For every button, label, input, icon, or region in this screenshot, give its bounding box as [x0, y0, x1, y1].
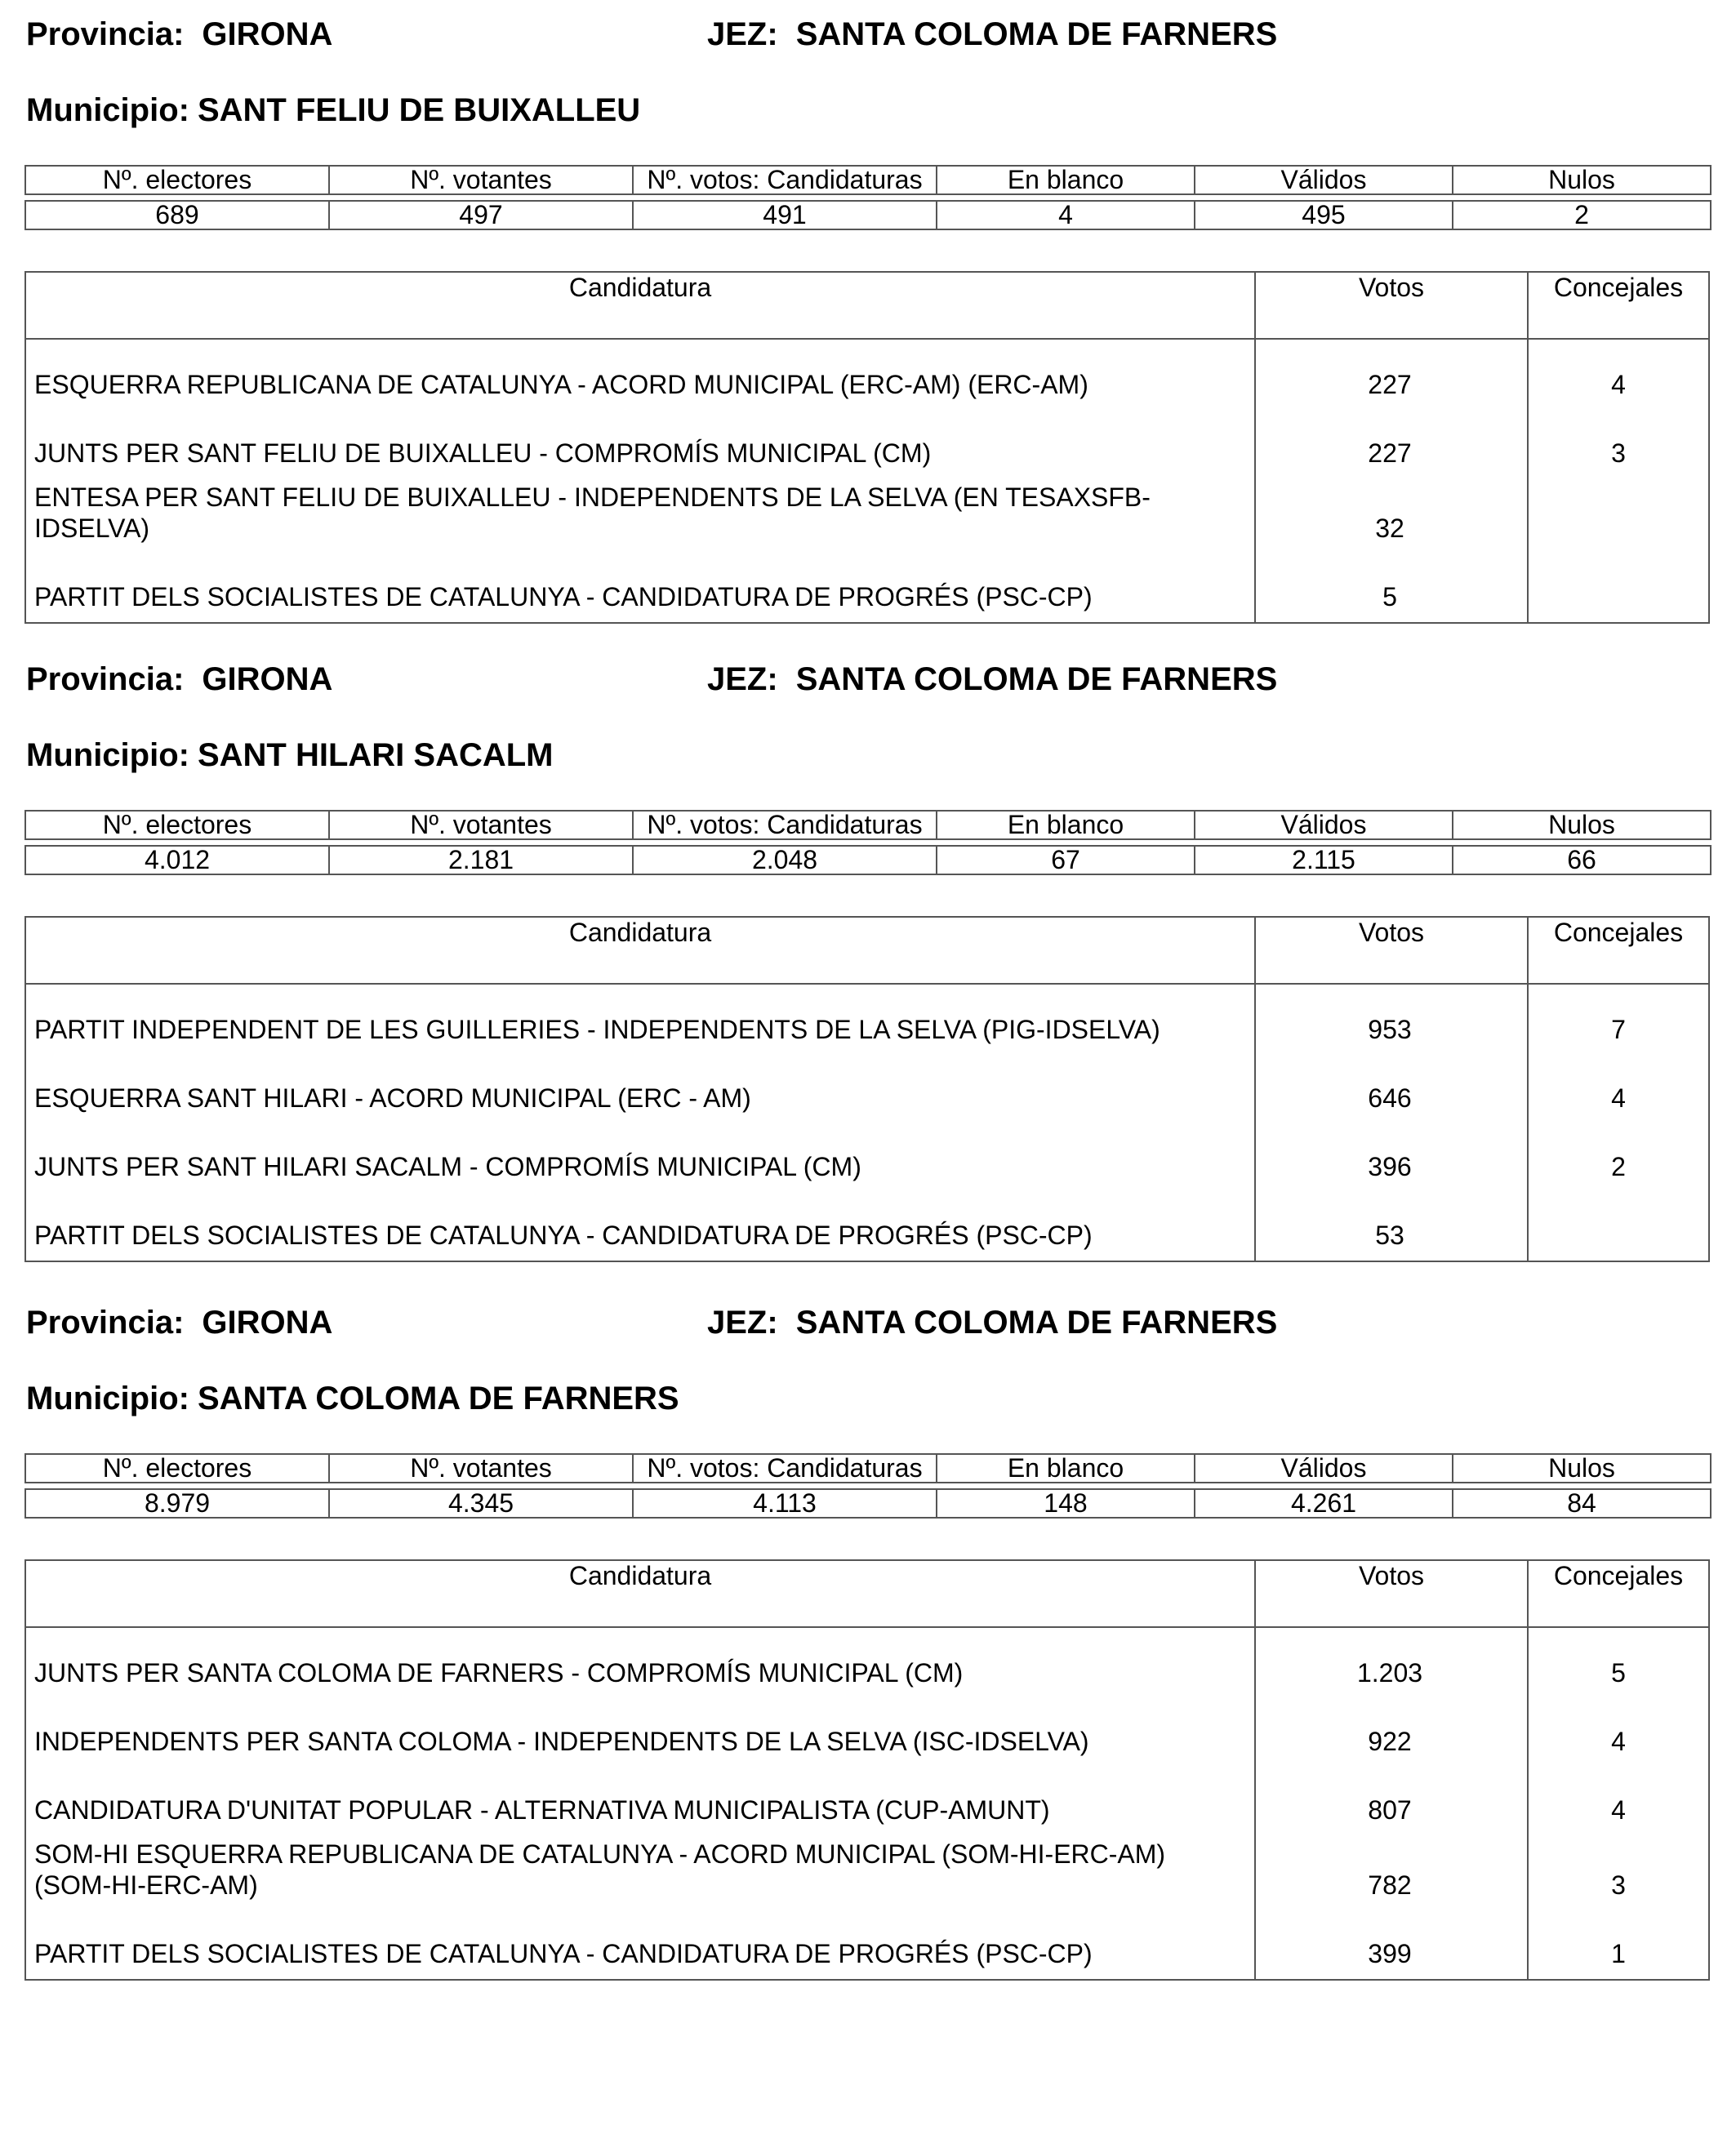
- candidatura-row: [26, 985, 1708, 1055]
- summary-header: Nº. electores: [25, 811, 329, 839]
- summary-header: Nulos: [1453, 811, 1711, 839]
- summary-value: 4.012: [25, 846, 329, 874]
- provincia-label: Provincia:: [26, 661, 185, 697]
- summary-value: 4.345: [329, 1489, 633, 1518]
- candidatura-votos: 922: [1368, 1727, 1412, 1756]
- candidatura-votos: 5: [1382, 582, 1397, 611]
- summary-header-row: [25, 811, 1711, 839]
- summary-header: Nº. electores: [25, 166, 329, 194]
- candidaturas-header-row: [26, 918, 1708, 985]
- municipio-label: Municipio:: [26, 92, 189, 128]
- jez-header: [707, 1303, 1277, 1342]
- candidaturas-header-row: [26, 1561, 1708, 1628]
- candidatura-votos: 953: [1368, 1015, 1412, 1044]
- jez-header: [707, 660, 1277, 699]
- summary-header-row: [25, 166, 1711, 194]
- candidatura-votos: 396: [1368, 1152, 1412, 1181]
- summary-header: Nº. votantes: [329, 1454, 633, 1483]
- summary-header: Nº. votos: Candidaturas: [633, 166, 937, 194]
- summary-value: 67: [937, 846, 1195, 874]
- candidaturas-table: [24, 1559, 1710, 1981]
- municipio-value: SANT HILARI SACALM: [197, 737, 554, 773]
- summary-value: 689: [25, 201, 329, 229]
- summary-value: 2.115: [1195, 846, 1453, 874]
- summary-value: 4: [937, 201, 1195, 229]
- summary-value: 4.261: [1195, 1489, 1453, 1518]
- candidatura-name: JUNTS PER SANT HILARI SACALM - COMPROMÍS MUNICIPAL (CM): [34, 1152, 861, 1181]
- summary-value-row: [25, 1489, 1711, 1518]
- summary-header: Válidos: [1195, 166, 1453, 194]
- provincia-label: Provincia:: [26, 16, 185, 52]
- candidatura-name: PARTIT DELS SOCIALISTES DE CATALUNYA - CANDIDATURA DE PROGRÉS (PSC-CP): [34, 1221, 1093, 1250]
- candidatura-concejales: 3: [1611, 1870, 1626, 1900]
- candidatura-name: ENTESA PER SANT FELIU DE BUIXALLEU - INDEPENDENTS DE LA SELVA (EN TESAXSFB-IDSELVA): [34, 482, 1151, 543]
- summary-value: 497: [329, 201, 633, 229]
- summary-header: En blanco: [937, 166, 1195, 194]
- jez-label: JEZ:: [707, 1305, 778, 1341]
- candidatura-votos: 53: [1375, 1221, 1404, 1250]
- candidatura-row: [26, 1192, 1708, 1261]
- summary-table: [24, 165, 1712, 230]
- provincia-label: Provincia:: [26, 1305, 185, 1341]
- candidatura-votos: 782: [1368, 1870, 1412, 1900]
- candidatura-votos: 807: [1368, 1795, 1412, 1825]
- candidatura-row: [26, 478, 1708, 554]
- summary-value: 8.979: [25, 1489, 329, 1518]
- col-candidatura: Candidatura: [568, 918, 712, 947]
- summary-value: 2.181: [329, 846, 633, 874]
- candidatura-votos: 227: [1368, 438, 1412, 468]
- summary-value: 2.048: [633, 846, 937, 874]
- candidatura-row: [26, 1698, 1708, 1767]
- candidatura-name: PARTIT DELS SOCIALISTES DE CATALUNYA - CANDIDATURA DE PROGRÉS (PSC-CP): [34, 1939, 1093, 1968]
- municipio-header: [26, 736, 554, 775]
- candidatura-row: [26, 410, 1708, 478]
- summary-table: [24, 810, 1712, 875]
- summary-value: 491: [633, 201, 937, 229]
- candidatura-concejales: 4: [1611, 1795, 1626, 1825]
- summary-table: [24, 1453, 1712, 1519]
- col-concejales: Concejales: [1553, 273, 1684, 302]
- candidatura-name: JUNTS PER SANT FELIU DE BUIXALLEU - COMPROMÍS MUNICIPAL (CM): [34, 438, 932, 468]
- provincia-header: [26, 1303, 332, 1342]
- col-candidatura: Candidatura: [568, 1561, 712, 1590]
- jez-value: SANTA COLOMA DE FARNERS: [795, 1305, 1278, 1341]
- summary-header: Nº. votantes: [329, 811, 633, 839]
- candidatura-name: PARTIT INDEPENDENT DE LES GUILLERIES - INDEPENDENTS DE LA SELVA (PIG-IDSELVA): [34, 1015, 1160, 1044]
- provincia-value: GIRONA: [202, 1305, 333, 1341]
- municipio-value: SANT FELIU DE BUIXALLEU: [197, 92, 641, 128]
- candidatura-votos: 399: [1368, 1939, 1412, 1968]
- candidatura-votos: 227: [1368, 370, 1412, 399]
- candidatura-name: JUNTS PER SANTA COLOMA DE FARNERS - COMPROMÍS MUNICIPAL (CM): [34, 1658, 964, 1688]
- candidatura-concejales: 2: [1611, 1152, 1626, 1181]
- candidatura-row: [26, 554, 1708, 622]
- summary-header: Nulos: [1453, 1454, 1711, 1483]
- candidatura-row: [26, 1835, 1708, 1910]
- candidatura-row: [26, 1123, 1708, 1192]
- summary-header: Válidos: [1195, 811, 1453, 839]
- summary-header: Válidos: [1195, 1454, 1453, 1483]
- jez-label: JEZ:: [707, 16, 778, 52]
- candidatura-concejales: 3: [1611, 438, 1626, 468]
- summary-value-row: [25, 201, 1711, 229]
- candidatura-votos: 1.203: [1356, 1658, 1423, 1688]
- summary-value: 148: [937, 1489, 1195, 1518]
- col-concejales: Concejales: [1553, 1561, 1684, 1590]
- col-concejales: Concejales: [1553, 918, 1684, 947]
- candidatura-row: [26, 1910, 1708, 1979]
- municipio-header: [26, 91, 640, 130]
- candidatura-name: CANDIDATURA D'UNITAT POPULAR - ALTERNATIVA MUNICIPALISTA (CUP-AMUNT): [34, 1795, 1050, 1825]
- summary-value: 2: [1453, 201, 1711, 229]
- summary-value: 66: [1453, 846, 1711, 874]
- municipio-header: [26, 1379, 679, 1418]
- summary-header: En blanco: [937, 811, 1195, 839]
- summary-value: 4.113: [633, 1489, 937, 1518]
- candidatura-concejales: 7: [1611, 1015, 1626, 1044]
- candidatura-row: [26, 1628, 1708, 1698]
- candidatura-votos: 32: [1375, 514, 1404, 543]
- candidaturas-header-row: [26, 273, 1708, 340]
- candidatura-name: SOM-HI ESQUERRA REPUBLICANA DE CATALUNYA - ACORD MUNICIPAL (SOM-HI-ERC-AM) (SOM-HI-ERC-AM): [34, 1839, 1166, 1900]
- candidatura-name: ESQUERRA SANT HILARI - ACORD MUNICIPAL (ERC - AM): [34, 1083, 751, 1113]
- provincia-header: [26, 660, 332, 699]
- municipio-value: SANTA COLOMA DE FARNERS: [197, 1381, 679, 1416]
- jez-value: SANTA COLOMA DE FARNERS: [795, 16, 1278, 52]
- summary-header: Nulos: [1453, 166, 1711, 194]
- provincia-header: [26, 15, 332, 54]
- jez-header: [707, 15, 1277, 54]
- summary-value: 495: [1195, 201, 1453, 229]
- col-candidatura: Candidatura: [568, 273, 712, 302]
- jez-label: JEZ:: [707, 661, 778, 697]
- candidatura-concejales: 4: [1611, 1083, 1626, 1113]
- candidatura-row: [26, 340, 1708, 410]
- provincia-value: GIRONA: [202, 16, 333, 52]
- municipio-label: Municipio:: [26, 1381, 189, 1416]
- summary-header: Nº. electores: [25, 1454, 329, 1483]
- summary-header: Nº. votantes: [329, 166, 633, 194]
- col-votos: Votos: [1358, 1561, 1425, 1590]
- col-votos: Votos: [1358, 918, 1425, 947]
- summary-header: Nº. votos: Candidaturas: [633, 811, 937, 839]
- jez-value: SANTA COLOMA DE FARNERS: [795, 661, 1278, 697]
- provincia-value: GIRONA: [202, 661, 333, 697]
- col-votos: Votos: [1358, 273, 1425, 302]
- candidatura-name: ESQUERRA REPUBLICANA DE CATALUNYA - ACORD MUNICIPAL (ERC-AM) (ERC-AM): [34, 370, 1088, 399]
- candidatura-name: INDEPENDENTS PER SANTA COLOMA - INDEPENDENTS DE LA SELVA (ISC-IDSELVA): [34, 1727, 1089, 1756]
- summary-value: 84: [1453, 1489, 1711, 1518]
- candidatura-row: [26, 1767, 1708, 1835]
- candidatura-concejales: 4: [1611, 1727, 1626, 1756]
- candidaturas-table: [24, 271, 1710, 624]
- municipio-label: Municipio:: [26, 737, 189, 773]
- candidaturas-table: [24, 916, 1710, 1262]
- summary-value-row: [25, 846, 1711, 874]
- candidatura-name: PARTIT DELS SOCIALISTES DE CATALUNYA - CANDIDATURA DE PROGRÉS (PSC-CP): [34, 582, 1093, 611]
- candidatura-votos: 646: [1368, 1083, 1412, 1113]
- candidatura-concejales: 4: [1611, 370, 1626, 399]
- summary-header: En blanco: [937, 1454, 1195, 1483]
- candidatura-row: [26, 1055, 1708, 1123]
- summary-header-row: [25, 1454, 1711, 1483]
- summary-header: Nº. votos: Candidaturas: [633, 1454, 937, 1483]
- candidatura-concejales: 5: [1611, 1658, 1626, 1688]
- candidatura-concejales: 1: [1611, 1939, 1626, 1968]
